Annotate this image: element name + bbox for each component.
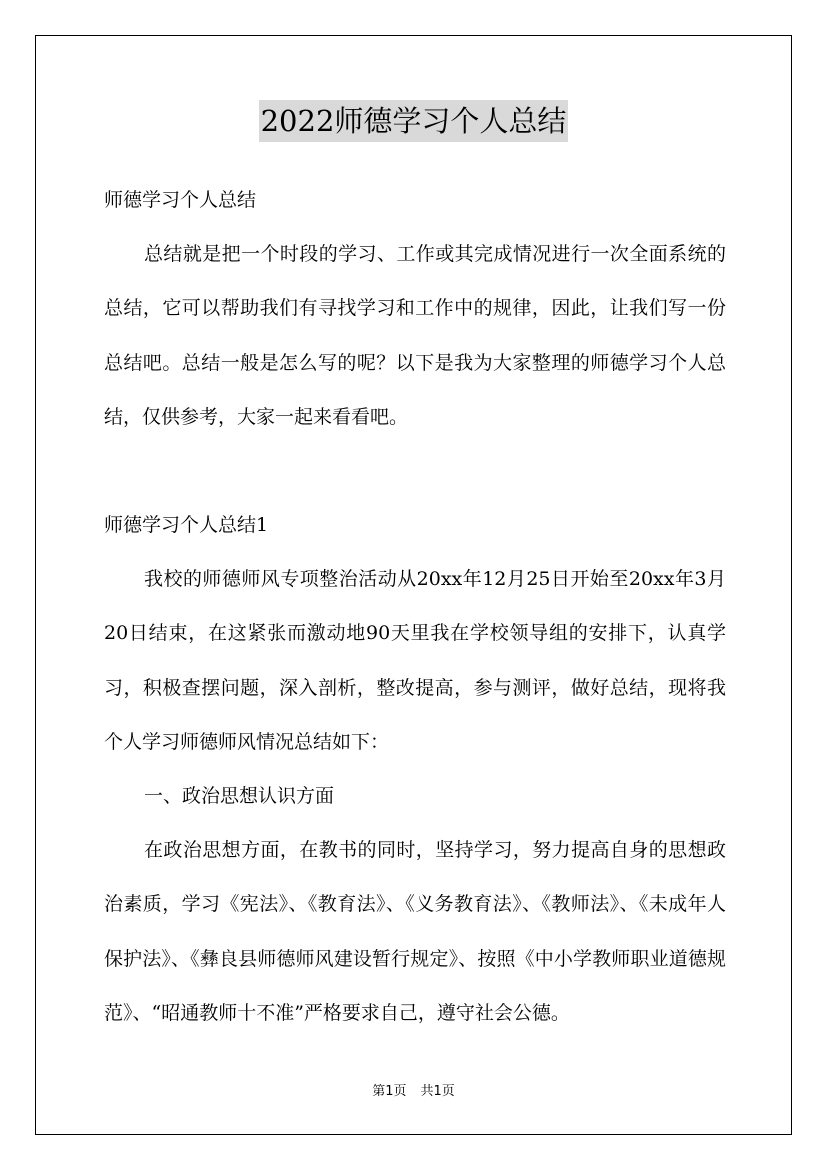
page-number: 第1页 [372, 1084, 407, 1099]
intro-paragraph: 总结就是把一个时段的学习、工作或其完成情况进行一次全面系统的总结，它可以帮助我们有寻找学习和工作中的规律，因此，让我们写一份总结吧。总结一般是怎么写的呢？以下是我为大家整理的师德学习个人总结，仅供参考，大家一起来看看吧。 [104, 243, 726, 428]
page-footer [0, 1083, 827, 1101]
document-body [104, 173, 726, 1040]
subsection-heading: 一、政治思想认识方面 [144, 785, 335, 808]
body-paragraph: 在政治思想方面，在教书的同时，坚持学习，努力提高自身的思想政治素质，学习《宪法》、《教育法》、《义务教育法》、《教师法》、《未成年人保护法》、《彝良县师德师风建设暂行规定》、按照《中小学教师职业道德规范》、“昭通教师十不准”严格要求自己，遵守社会公德。 [104, 839, 726, 1024]
section-heading: 师德学习个人总结1 [104, 514, 269, 537]
body-paragraph: 我校的师德师风专项整治活动从20xx年12月25日开始至20xx年3月20日结束，在这紧张而激动地90天里我在学校领导组的安排下，认真学习，积极查摆问题，深入剖析，整改提高，参与测评，做好总结，现将我个人学习师德师风情况总结如下： [104, 568, 726, 753]
page-total: 共1页 [420, 1084, 455, 1099]
document-title: 2022师德学习个人总结 [259, 100, 569, 142]
blank-line [104, 444, 726, 498]
subtitle: 师德学习个人总结 [104, 189, 257, 211]
title-container [0, 100, 827, 142]
